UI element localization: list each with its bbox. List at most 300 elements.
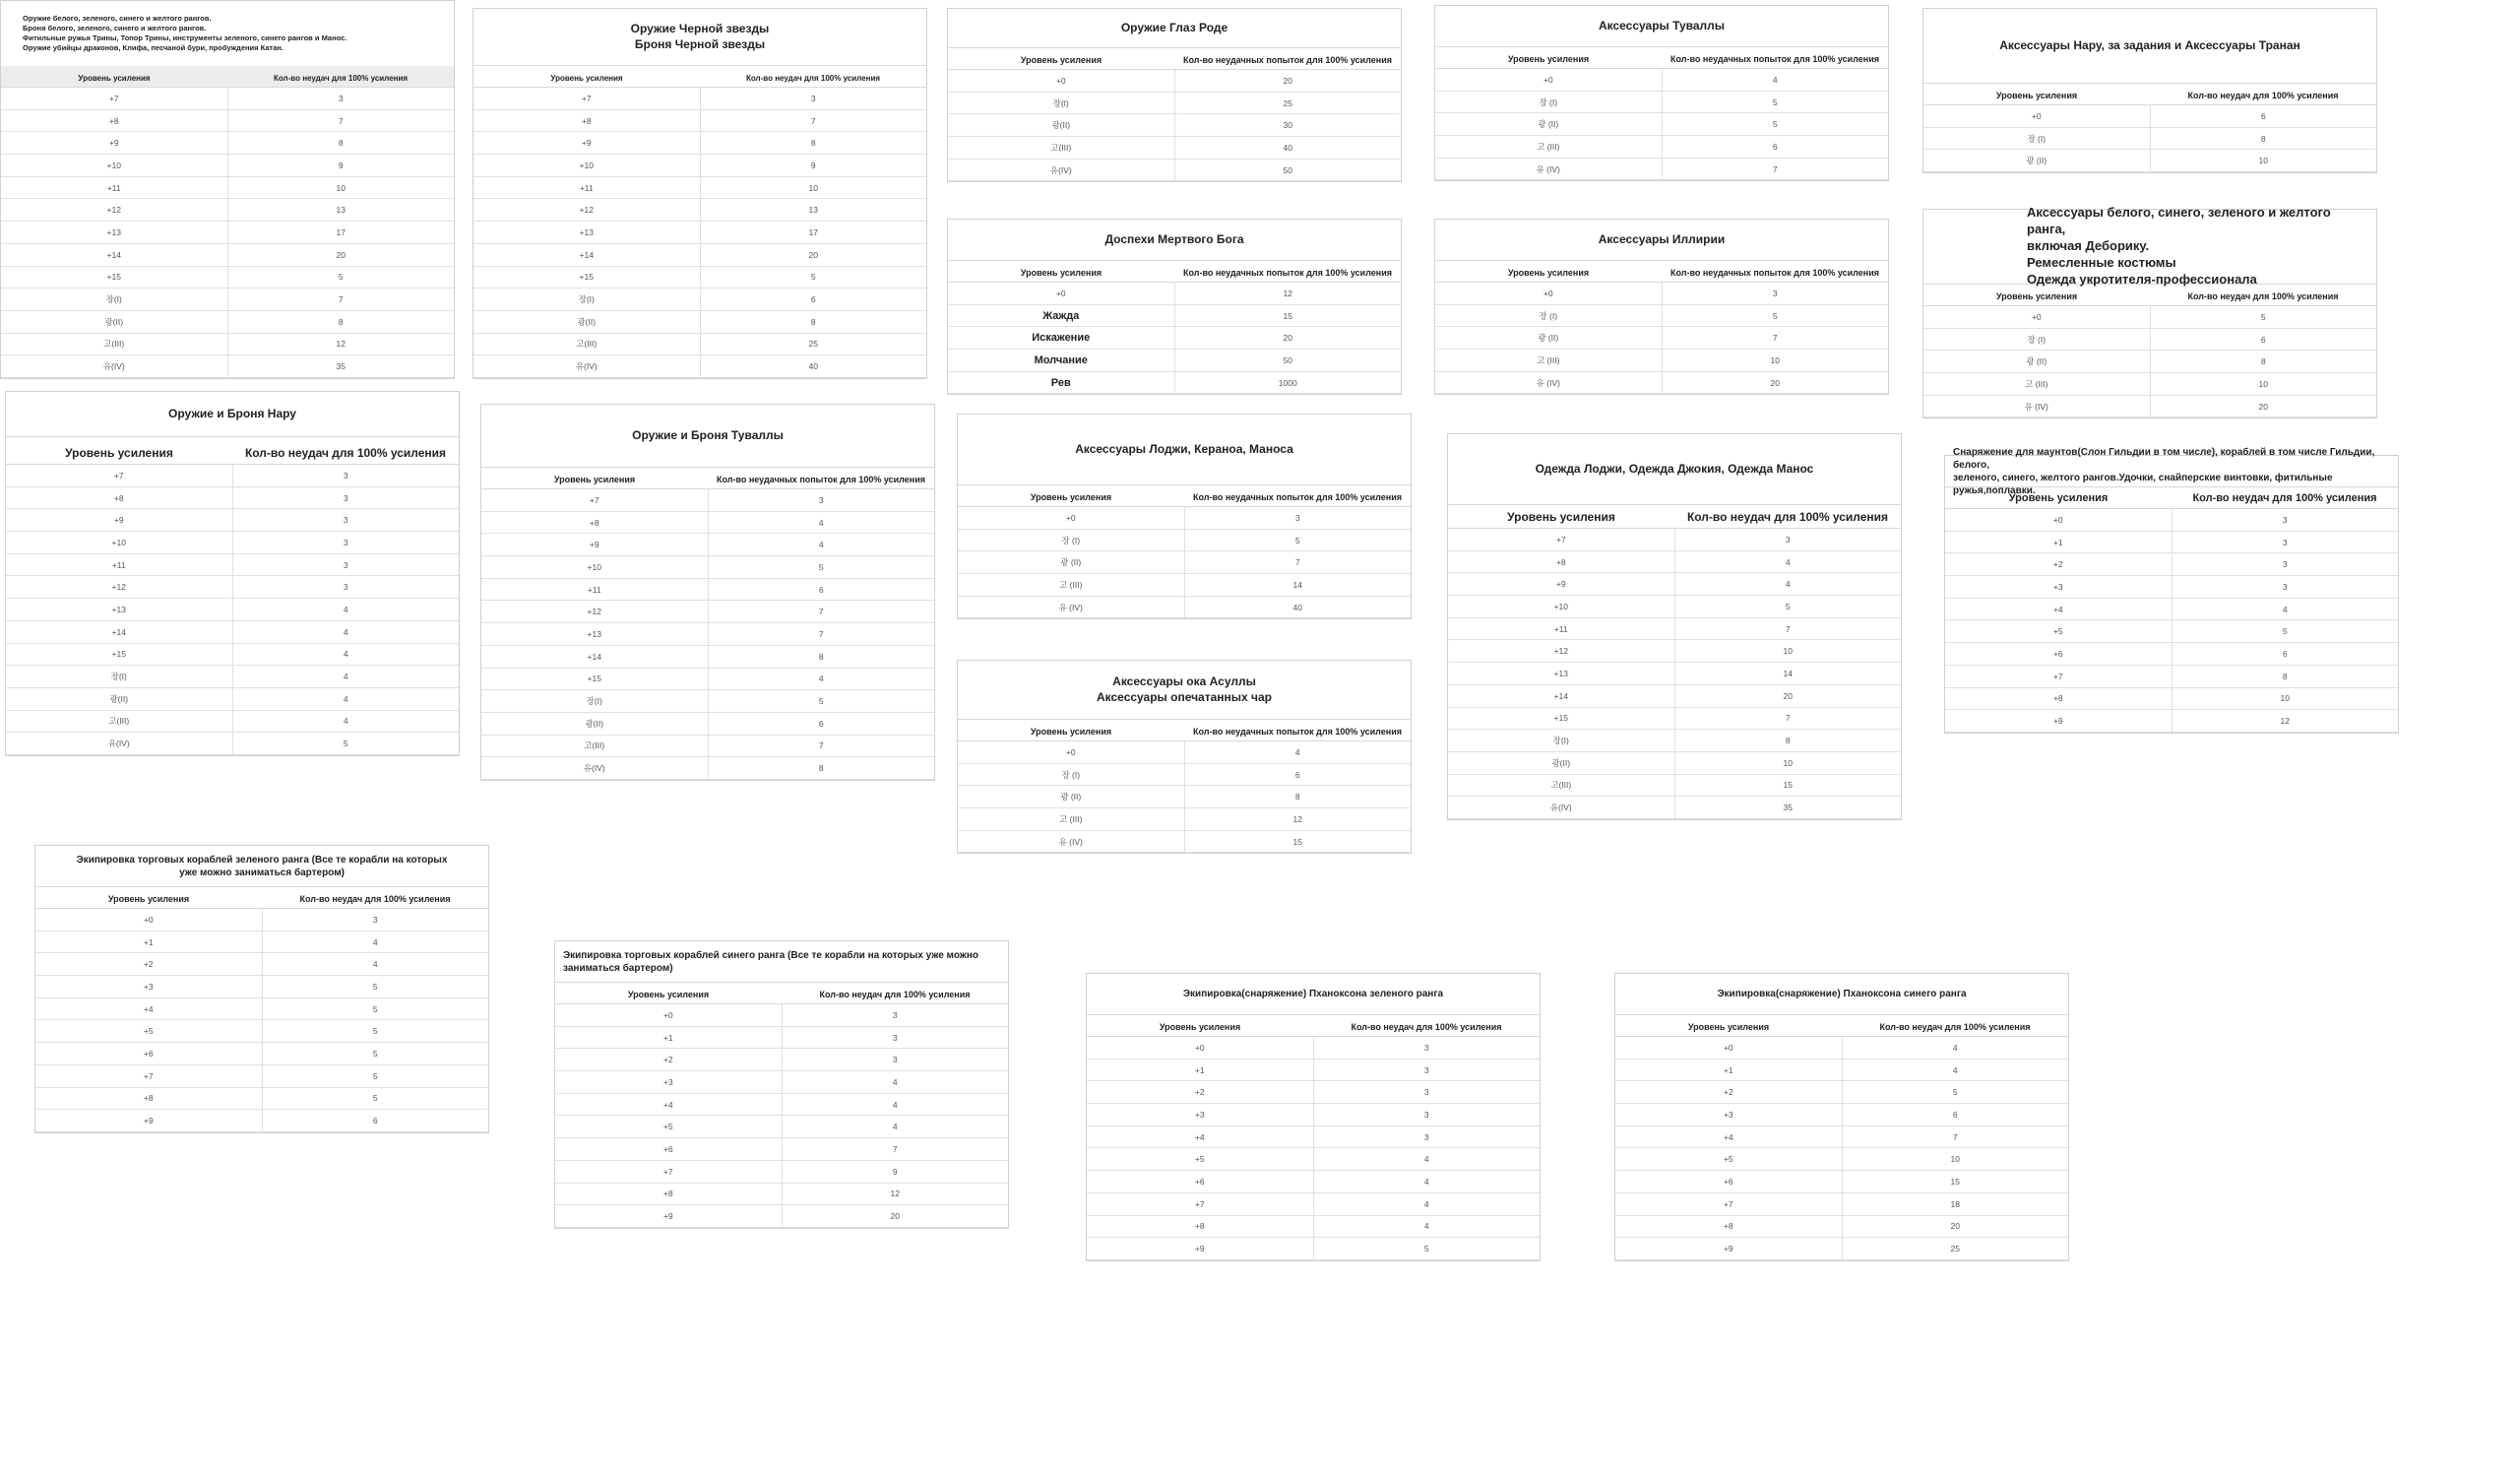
cell-enhancement-level: 장(I) bbox=[948, 93, 1175, 114]
cell-fail-count: 3 bbox=[343, 582, 348, 593]
cell-enhancement-level: +10 bbox=[6, 532, 233, 553]
cell-fail-count: 12 bbox=[1292, 813, 1302, 824]
cell-fail-count: 3 bbox=[1423, 1042, 1429, 1053]
table-row bbox=[1435, 350, 1888, 372]
cell-enhancement-level: +7 bbox=[1087, 1193, 1314, 1215]
table-row bbox=[1, 88, 454, 110]
cell-fail-count: 8 bbox=[818, 651, 824, 662]
table-row bbox=[481, 623, 934, 646]
cell-enhancement-level: +6 bbox=[1087, 1171, 1314, 1192]
table-title-line: Оружие и Броня Туваллы bbox=[632, 427, 784, 442]
cell-fail-count: 30 bbox=[1283, 120, 1292, 131]
column-header-fail-count: Кол-во неудач для 100% усиления bbox=[2192, 492, 2377, 504]
cell-enhancement-level: 유(IV) bbox=[948, 160, 1175, 181]
table-title-line: Оружие убийцы драконов, Клифа, песчаной бури, пробуждения Катан. bbox=[23, 43, 284, 53]
cell-enhancement-level: 광(II) bbox=[1, 311, 228, 333]
cell-fail-count: 3 bbox=[1423, 1087, 1429, 1098]
cell-fail-count: 4 bbox=[372, 936, 378, 947]
cell-enhancement-level: +9 bbox=[1087, 1238, 1314, 1259]
cell-fail-count: 20 bbox=[1283, 75, 1292, 86]
table-row bbox=[1615, 1148, 2068, 1171]
cell-enhancement-level: +15 bbox=[481, 669, 709, 690]
table-row bbox=[473, 110, 926, 133]
table-row bbox=[555, 1071, 1008, 1094]
cell-fail-count: 4 bbox=[2282, 604, 2288, 614]
cell-fail-count: 5 bbox=[1423, 1244, 1429, 1254]
table-row bbox=[473, 222, 926, 244]
cell-enhancement-level: +4 bbox=[1615, 1126, 1843, 1148]
cell-fail-count: 3 bbox=[2282, 514, 2288, 525]
table-row bbox=[948, 70, 1401, 93]
cell-fail-count: 10 bbox=[2258, 378, 2268, 389]
cell-fail-count: 4 bbox=[818, 540, 824, 550]
cell-fail-count: 5 bbox=[1294, 535, 1300, 546]
cell-enhancement-level: +5 bbox=[1615, 1148, 1843, 1170]
table-row bbox=[35, 1065, 488, 1088]
table-title bbox=[1945, 446, 2398, 496]
cell-fail-count: 4 bbox=[1423, 1221, 1429, 1232]
column-header-level: Уровень усиления bbox=[1030, 727, 1112, 737]
table-row bbox=[1, 334, 454, 356]
table-row bbox=[555, 1116, 1008, 1138]
cell-enhancement-level: Молчание bbox=[948, 350, 1175, 371]
table-title bbox=[555, 941, 1008, 983]
cell-enhancement-level: +15 bbox=[1, 267, 228, 289]
table-row bbox=[1448, 663, 1901, 685]
cell-fail-count: 7 bbox=[810, 115, 816, 126]
cell-fail-count: 6 bbox=[1952, 1109, 1958, 1120]
column-header-level: Уровень усиления bbox=[1020, 55, 1102, 65]
cell-fail-count: 4 bbox=[1785, 556, 1791, 567]
column-header-fail-count: Кол-во неудач для 100% усиления bbox=[299, 894, 451, 904]
cell-enhancement-level: +0 bbox=[948, 283, 1175, 304]
cell-enhancement-level: +13 bbox=[1, 222, 228, 243]
table-row bbox=[35, 1110, 488, 1132]
table-row bbox=[555, 1184, 1008, 1206]
column-header-fail-count: Кол-во неудач для 100% усиления bbox=[745, 74, 881, 83]
cell-enhancement-level: +0 bbox=[1435, 69, 1663, 91]
table-row bbox=[1945, 576, 2398, 599]
column-header-level: Уровень усиления bbox=[1507, 268, 1590, 278]
enhancement-table-t3 bbox=[947, 8, 1402, 182]
column-header-level: Уровень усиления bbox=[1020, 268, 1102, 278]
cell-enhancement-level: +9 bbox=[473, 132, 701, 154]
cell-enhancement-level: +10 bbox=[473, 155, 701, 176]
table-row bbox=[481, 534, 934, 556]
table-row bbox=[1615, 1238, 2068, 1260]
cell-fail-count: 1000 bbox=[1278, 377, 1297, 388]
cell-enhancement-level: +15 bbox=[6, 644, 233, 666]
cell-enhancement-level: 광 (II) bbox=[1435, 327, 1663, 349]
table-title-line: Экипировка торговых кораблей синего ранга (Все те корабли на которых уже можно bbox=[563, 949, 979, 961]
table-title-line: Броня Черной звезды bbox=[634, 36, 766, 51]
cell-fail-count: 15 bbox=[1292, 836, 1302, 847]
table-row bbox=[1087, 1104, 1540, 1126]
cell-fail-count: 3 bbox=[818, 494, 824, 505]
column-header-fail-count: Кол-во неудач для 100% усиления bbox=[244, 446, 447, 460]
table-row bbox=[481, 489, 934, 512]
cell-enhancement-level: +0 bbox=[1945, 509, 2173, 531]
table-row bbox=[1, 267, 454, 289]
cell-fail-count: 5 bbox=[372, 1003, 378, 1014]
table-row bbox=[1945, 553, 2398, 576]
cell-enhancement-level: +12 bbox=[481, 601, 709, 622]
table-row bbox=[1923, 128, 2376, 151]
cell-fail-count: 6 bbox=[810, 294, 816, 305]
table-row bbox=[1448, 797, 1901, 819]
cell-fail-count: 4 bbox=[1423, 1176, 1429, 1187]
cell-fail-count: 7 bbox=[1772, 163, 1778, 174]
cell-enhancement-level: +4 bbox=[1087, 1126, 1314, 1148]
table-row bbox=[1448, 596, 1901, 618]
table-row bbox=[6, 666, 459, 688]
column-header-fail-count: Кол-во неудач для 100% усиления bbox=[1879, 1022, 2031, 1032]
cell-enhancement-level: +6 bbox=[35, 1043, 263, 1064]
cell-fail-count: 3 bbox=[1423, 1131, 1429, 1142]
cell-fail-count: 5 bbox=[372, 1026, 378, 1037]
cell-fail-count: 20 bbox=[890, 1211, 900, 1222]
cell-enhancement-level: +13 bbox=[481, 623, 709, 645]
cell-fail-count: 4 bbox=[372, 959, 378, 970]
cell-enhancement-level: 고 (III) bbox=[1435, 350, 1663, 371]
table-row bbox=[1435, 69, 1888, 92]
table-title-line: Ремесленные костюмы bbox=[2027, 254, 2176, 270]
cell-fail-count: 20 bbox=[1783, 690, 1793, 701]
table-header-row bbox=[555, 983, 1008, 1004]
cell-enhancement-level: +9 bbox=[6, 509, 233, 531]
cell-enhancement-level: +3 bbox=[1945, 576, 2173, 598]
cell-enhancement-level: +3 bbox=[555, 1071, 783, 1093]
table-row bbox=[6, 688, 459, 711]
cell-fail-count: 5 bbox=[2260, 311, 2266, 322]
table-title-line: включая Деборику. bbox=[2027, 238, 2150, 254]
cell-enhancement-level: +8 bbox=[555, 1184, 783, 1205]
cell-fail-count: 6 bbox=[818, 584, 824, 595]
table-row bbox=[1, 110, 454, 133]
table-header-row bbox=[6, 437, 459, 465]
table-row bbox=[1945, 509, 2398, 532]
cell-enhancement-level: +11 bbox=[481, 579, 709, 601]
cell-fail-count: 14 bbox=[1292, 579, 1302, 590]
table-title-line: Одежда Лоджи, Одежда Джокия, Одежда Манос bbox=[1535, 461, 1814, 476]
cell-fail-count: 9 bbox=[338, 160, 344, 170]
table-row bbox=[6, 711, 459, 734]
cell-enhancement-level: 유(IV) bbox=[473, 355, 701, 377]
cell-enhancement-level: +13 bbox=[473, 222, 701, 243]
cell-enhancement-level: +2 bbox=[1615, 1081, 1843, 1103]
table-row bbox=[555, 1004, 1008, 1027]
cell-enhancement-level: +8 bbox=[1448, 551, 1675, 573]
cell-fail-count: 5 bbox=[343, 738, 348, 749]
cell-fail-count: 4 bbox=[1952, 1042, 1958, 1053]
table-row bbox=[6, 465, 459, 487]
table-header-row bbox=[1923, 84, 2376, 105]
cell-fail-count: 3 bbox=[338, 93, 344, 103]
cell-fail-count: 4 bbox=[343, 649, 348, 660]
column-header-fail-count: Кол-во неудачных попыток для 100% усиления bbox=[1192, 492, 1403, 502]
table-row bbox=[1435, 372, 1888, 395]
cell-enhancement-level: +14 bbox=[473, 244, 701, 266]
cell-enhancement-level: 장 (I) bbox=[1923, 329, 2151, 351]
cell-enhancement-level: +7 bbox=[481, 489, 709, 511]
table-title bbox=[1, 1, 454, 66]
cell-fail-count: 8 bbox=[2282, 671, 2288, 681]
table-row bbox=[473, 132, 926, 155]
column-header-fail-count: Кол-во неудачных попыток для 100% усиления bbox=[1182, 268, 1393, 278]
column-header-fail-count: Кол-во неудачных попыток для 100% усиления bbox=[1670, 54, 1880, 64]
cell-fail-count: 4 bbox=[1772, 74, 1778, 85]
table-row bbox=[555, 1161, 1008, 1184]
table-header-row bbox=[481, 468, 934, 489]
cell-enhancement-level: 고(III) bbox=[1448, 775, 1675, 797]
cell-fail-count: 8 bbox=[1294, 792, 1300, 803]
cell-enhancement-level: +5 bbox=[555, 1116, 783, 1137]
cell-enhancement-level: 유(IV) bbox=[1448, 797, 1675, 818]
cell-enhancement-level: +9 bbox=[555, 1205, 783, 1227]
cell-fail-count: 20 bbox=[808, 249, 818, 260]
table-row bbox=[1615, 1081, 2068, 1104]
cell-enhancement-level: +8 bbox=[473, 110, 701, 132]
cell-fail-count: 17 bbox=[336, 226, 346, 237]
cell-enhancement-level: 장 (I) bbox=[1923, 128, 2151, 150]
cell-enhancement-level: +8 bbox=[1, 110, 228, 132]
column-header-level: Уровень усиления bbox=[1030, 492, 1112, 502]
cell-enhancement-level: +2 bbox=[1945, 553, 2173, 575]
cell-fail-count: 20 bbox=[1770, 377, 1780, 388]
cell-fail-count: 7 bbox=[818, 740, 824, 751]
table-row bbox=[1615, 1126, 2068, 1149]
table-row bbox=[1435, 283, 1888, 305]
cell-fail-count: 5 bbox=[338, 272, 344, 283]
cell-enhancement-level: 고(III) bbox=[948, 137, 1175, 159]
cell-enhancement-level: +1 bbox=[1087, 1060, 1314, 1081]
cell-fail-count: 3 bbox=[1423, 1064, 1429, 1075]
table-row bbox=[1435, 92, 1888, 114]
cell-fail-count: 5 bbox=[372, 1093, 378, 1104]
cell-enhancement-level: +7 bbox=[1615, 1193, 1843, 1215]
table-row bbox=[1, 311, 454, 334]
cell-fail-count: 7 bbox=[1785, 623, 1791, 634]
cell-fail-count: 6 bbox=[2260, 110, 2266, 121]
cell-fail-count: 4 bbox=[892, 1076, 898, 1087]
cell-enhancement-level: +0 bbox=[958, 741, 1185, 763]
cell-fail-count: 14 bbox=[1783, 668, 1793, 678]
cell-enhancement-level: Искажение bbox=[948, 327, 1175, 349]
cell-fail-count: 7 bbox=[338, 115, 344, 126]
cell-enhancement-level: 광(II) bbox=[948, 114, 1175, 136]
table-row bbox=[35, 953, 488, 976]
table-row bbox=[958, 741, 1411, 764]
cell-fail-count: 9 bbox=[892, 1166, 898, 1177]
cell-fail-count: 3 bbox=[1772, 288, 1778, 298]
enhancement-table-t16 bbox=[554, 940, 1009, 1229]
enhancement-table-t14 bbox=[957, 660, 1412, 854]
enhancement-table-t5 bbox=[1922, 8, 2377, 173]
cell-enhancement-level: +1 bbox=[1615, 1060, 1843, 1081]
cell-enhancement-level: +15 bbox=[473, 267, 701, 289]
table-row bbox=[1945, 532, 2398, 554]
cell-fail-count: 15 bbox=[1783, 780, 1793, 791]
cell-enhancement-level: +8 bbox=[6, 487, 233, 509]
table-row bbox=[35, 931, 488, 954]
enhancement-table-t7 bbox=[1434, 219, 1889, 395]
cell-enhancement-level: +12 bbox=[473, 199, 701, 221]
cell-enhancement-level: +2 bbox=[555, 1049, 783, 1070]
cell-fail-count: 5 bbox=[1952, 1087, 1958, 1098]
table-row bbox=[1087, 1216, 1540, 1239]
cell-fail-count: 20 bbox=[336, 249, 346, 260]
table-row bbox=[1435, 327, 1888, 350]
table-row bbox=[1615, 1193, 2068, 1216]
table-row bbox=[1615, 1104, 2068, 1126]
cell-enhancement-level: 유 (IV) bbox=[1923, 396, 2151, 417]
cell-enhancement-level: +7 bbox=[473, 88, 701, 109]
table-row bbox=[1945, 643, 2398, 666]
cell-fail-count: 5 bbox=[1772, 96, 1778, 107]
column-header-level: Уровень усиления bbox=[65, 446, 173, 460]
cell-enhancement-level: +7 bbox=[1, 88, 228, 109]
table-title-line: Аксессуары опечатанных чар bbox=[1096, 689, 1273, 704]
cell-enhancement-level: +14 bbox=[6, 621, 233, 643]
table-header-row bbox=[948, 48, 1401, 70]
cell-enhancement-level: 유 (IV) bbox=[1435, 159, 1663, 180]
cell-fail-count: 12 bbox=[1283, 288, 1292, 298]
table-row bbox=[1087, 1193, 1540, 1216]
table-row bbox=[1923, 329, 2376, 352]
cell-fail-count: 35 bbox=[1783, 803, 1793, 813]
cell-fail-count: 5 bbox=[810, 272, 816, 283]
table-title-line: Оружие и Броня Нару bbox=[168, 406, 296, 420]
table-row bbox=[481, 601, 934, 623]
table-row bbox=[948, 114, 1401, 137]
cell-enhancement-level: 고(III) bbox=[1, 334, 228, 355]
cell-fail-count: 4 bbox=[343, 672, 348, 682]
column-header-level: Уровень усиления bbox=[1159, 1022, 1241, 1032]
cell-fail-count: 8 bbox=[338, 138, 344, 149]
cell-fail-count: 5 bbox=[372, 981, 378, 992]
cell-fail-count: 20 bbox=[2258, 401, 2268, 412]
table-row bbox=[555, 1049, 1008, 1071]
column-header-level: Уровень усиления bbox=[550, 74, 623, 83]
cell-fail-count: 9 bbox=[810, 160, 816, 170]
cell-fail-count: 50 bbox=[1283, 164, 1292, 175]
table-row bbox=[958, 597, 1411, 619]
table-row bbox=[35, 909, 488, 931]
cell-fail-count: 4 bbox=[343, 693, 348, 704]
cell-fail-count: 13 bbox=[808, 205, 818, 216]
cell-fail-count: 25 bbox=[1950, 1244, 1960, 1254]
table-row bbox=[35, 976, 488, 998]
cell-fail-count: 12 bbox=[890, 1188, 900, 1199]
cell-fail-count: 3 bbox=[810, 93, 816, 103]
table-header-row bbox=[1615, 1015, 2068, 1037]
cell-enhancement-level: +12 bbox=[1448, 640, 1675, 662]
column-header-level: Уровень усиления bbox=[1995, 291, 2078, 301]
table-row bbox=[6, 733, 459, 755]
table-row bbox=[6, 532, 459, 554]
enhancement-table-t4 bbox=[1434, 5, 1889, 181]
cell-enhancement-level: +8 bbox=[1945, 688, 2173, 710]
cell-fail-count: 15 bbox=[1283, 310, 1292, 321]
table-row bbox=[473, 88, 926, 110]
column-header-level: Уровень усиления bbox=[1687, 1022, 1770, 1032]
table-row bbox=[6, 599, 459, 621]
table-row bbox=[1945, 688, 2398, 711]
enhancement-table-t13 bbox=[1944, 446, 2399, 734]
table-row bbox=[1615, 1060, 2068, 1082]
table-row bbox=[481, 713, 934, 736]
cell-enhancement-level: +8 bbox=[481, 512, 709, 534]
cell-fail-count: 10 bbox=[336, 182, 346, 193]
table-row bbox=[1448, 752, 1901, 775]
table-title-line: Аксессуары Нару, за задания и Аксессуары Транан bbox=[1999, 37, 2300, 52]
table-title bbox=[473, 9, 926, 66]
cell-fail-count: 7 bbox=[892, 1143, 898, 1154]
cell-fail-count: 7 bbox=[1772, 333, 1778, 344]
cell-enhancement-level: +7 bbox=[6, 465, 233, 486]
table-row bbox=[473, 177, 926, 200]
cell-fail-count: 8 bbox=[810, 138, 816, 149]
table-row bbox=[555, 1027, 1008, 1050]
table-title-line: зеленого, синего, желтого рангов.Удочки, снайперские винтовки, фитильные ружья,поплавки. bbox=[1953, 472, 2333, 496]
table-row bbox=[6, 576, 459, 599]
table-title bbox=[1435, 6, 1888, 47]
table-row bbox=[473, 199, 926, 222]
cell-fail-count: 10 bbox=[2280, 693, 2290, 704]
table-row bbox=[948, 350, 1401, 372]
table-row bbox=[958, 786, 1411, 808]
table-row bbox=[1945, 599, 2398, 621]
cell-enhancement-level: +0 bbox=[948, 70, 1175, 92]
cell-enhancement-level: +14 bbox=[481, 646, 709, 668]
cell-fail-count: 7 bbox=[1952, 1131, 1958, 1142]
table-row bbox=[6, 644, 459, 667]
table-title bbox=[1923, 205, 2376, 287]
cell-enhancement-level: +2 bbox=[1087, 1081, 1314, 1103]
cell-enhancement-level: Жажда bbox=[948, 305, 1175, 327]
table-row bbox=[958, 808, 1411, 831]
cell-enhancement-level: 광(II) bbox=[1448, 752, 1675, 774]
cell-fail-count: 7 bbox=[1785, 713, 1791, 724]
cell-enhancement-level: +12 bbox=[6, 576, 233, 598]
column-header-level: Уровень усиления bbox=[1507, 54, 1590, 64]
cell-fail-count: 10 bbox=[1783, 646, 1793, 657]
enhancement-table-t17 bbox=[1086, 973, 1541, 1261]
table-title bbox=[1615, 974, 2068, 1015]
table-row bbox=[1448, 551, 1901, 574]
table-row bbox=[473, 355, 926, 378]
table-row bbox=[1087, 1171, 1540, 1193]
enhancement-table-t2 bbox=[472, 8, 927, 379]
cell-fail-count: 10 bbox=[2258, 156, 2268, 166]
table-row bbox=[1087, 1037, 1540, 1060]
cell-enhancement-level: 장(I) bbox=[6, 666, 233, 687]
cell-fail-count: 8 bbox=[2260, 133, 2266, 144]
cell-enhancement-level: 유(IV) bbox=[1, 355, 228, 377]
cell-enhancement-level: +9 bbox=[1448, 573, 1675, 595]
cell-enhancement-level: +9 bbox=[481, 534, 709, 555]
table-row bbox=[1087, 1126, 1540, 1149]
table-row bbox=[948, 160, 1401, 182]
table-title-line: Броня белого, зеленого, синего и желтого рангов. bbox=[23, 23, 207, 32]
cell-fail-count: 8 bbox=[1785, 736, 1791, 746]
cell-enhancement-level: +12 bbox=[1, 199, 228, 221]
table-header-row bbox=[1435, 261, 1888, 283]
column-header-level: Уровень усиления bbox=[1995, 91, 2078, 100]
cell-fail-count: 3 bbox=[2282, 581, 2288, 592]
cell-enhancement-level: +0 bbox=[958, 507, 1185, 529]
cell-enhancement-level: +9 bbox=[1615, 1238, 1843, 1259]
